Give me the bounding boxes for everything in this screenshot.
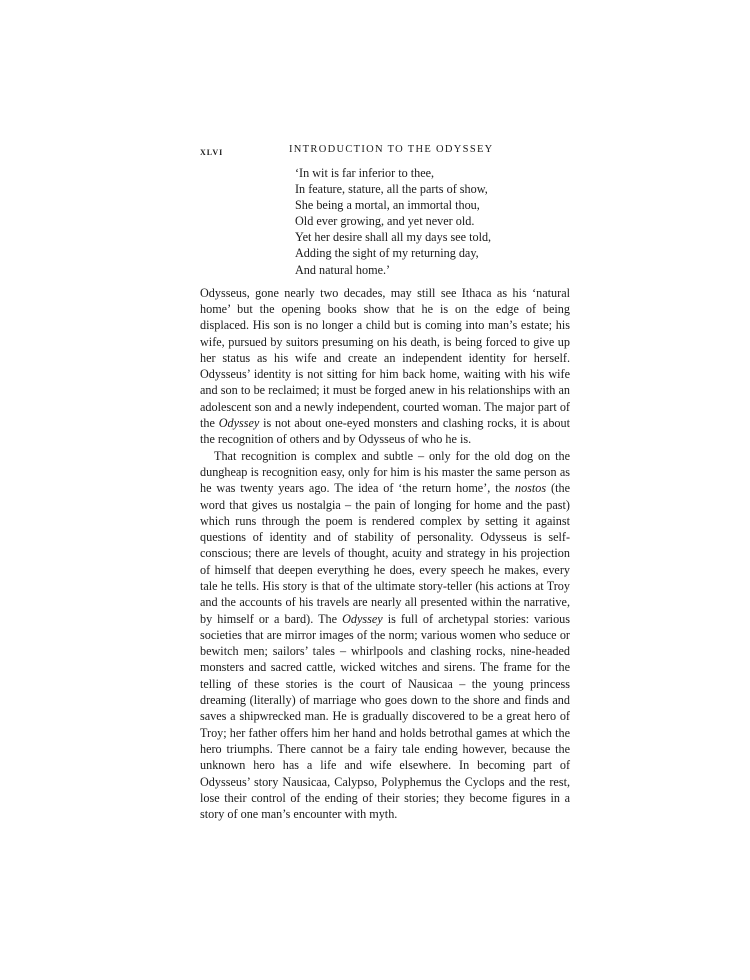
- paragraph-text: Odysseus, gone nearly two decades, may still see Ithaca as his ‘natural home’ but the opening books show that he is on the edge of being displaced. His son is no longer a child but is coming into man’s estate; his wife, pursued by suitors presuming on his death, is being forced to give up her status as his wife and create an independent identity for herself. Odysseus’ identity is not sitting for him back home, waiting with his wife and son to be reclaimed; it must be forged anew in his relationships with an adolescent son and a newly independent, courted woman. The major part of the: [200, 285, 570, 431]
- running-head: [200, 138, 570, 158]
- paragraph-text: is not about one-eyed monsters and clashing rocks, it is about the recognition of others and by Odysseus of who he is.: [200, 416, 571, 447]
- running-title: INTRODUCTION TO THE ODYSSEY: [289, 144, 494, 155]
- verse-line: In feature, stature, all the parts of show,: [295, 182, 488, 197]
- page-number: xlvi: [200, 144, 224, 158]
- paragraph-text: That recognition is complex and subtle – only for the old dog on the dungheap is recognition easy, only for him is his master the same person as he was twenty years ago. The idea of ‘the return home’, the: [200, 448, 570, 496]
- italic-title: Odyssey: [342, 611, 383, 626]
- italic-term: nostos: [514, 481, 547, 496]
- verse-line: Yet her desire shall all my days see told,: [295, 230, 492, 245]
- paragraph-text: (the word that gives us nostalgia – the pain of longing for home and the past) which runs through the poem is rendered complex by setting it against questions of identity and of stability of personality. Odysseus is self-conscious; there are levels of thought, acuity and strategy in his projection of himself that deepen everything he does, every speech he makes, every tale he tells. His story is that of the ultimate story-teller (his actions at Troy and the accounts of his travels are nearly all presented within the narrative, by himself or a bard). The: [200, 481, 570, 626]
- verse-line: Old ever growing, and yet never old.: [295, 214, 475, 229]
- verse-line: ‘In wit is far inferior to thee,: [295, 166, 435, 180]
- paragraph-text: is full of archetypal stories: various societies that are mirror images of the norm; various women who seduce or bewitch men; sailors’ tales – whirlpools and clashing rocks, nine-headed monsters and sacred cattle, wicked witches and sirens. The frame for the telling of these stories is the court of Nausicaa – the young princess dreaming (literally) of marriage who goes down to the shore and finds and saves a shipwrecked man. He is gradually discovered to be a great hero of Troy; her father offers him her hand and holds betrothal games at which the hero triumphs. There cannot be a fairy tale ending however, because the unknown hero has a life and wife elsewhere. In becoming part of Odysseus’ story Nausicaa, Calypso, Polyphemus the Cyclops and the rest, lose their control of the ending of their stories; they become figures in a story of one man’s encounter with myth.: [200, 611, 571, 822]
- italic-title: Odyssey: [218, 416, 260, 431]
- book-page: [200, 138, 570, 822]
- paragraph: [200, 285, 570, 448]
- body-text: [200, 285, 570, 823]
- paragraph: [200, 448, 570, 823]
- verse-line: She being a mortal, an immortal thou,: [295, 198, 480, 213]
- verse-line: Adding the sight of my returning day,: [295, 246, 479, 261]
- verse-quotation: [295, 165, 570, 278]
- verse-line: And natural home.’: [295, 262, 391, 277]
